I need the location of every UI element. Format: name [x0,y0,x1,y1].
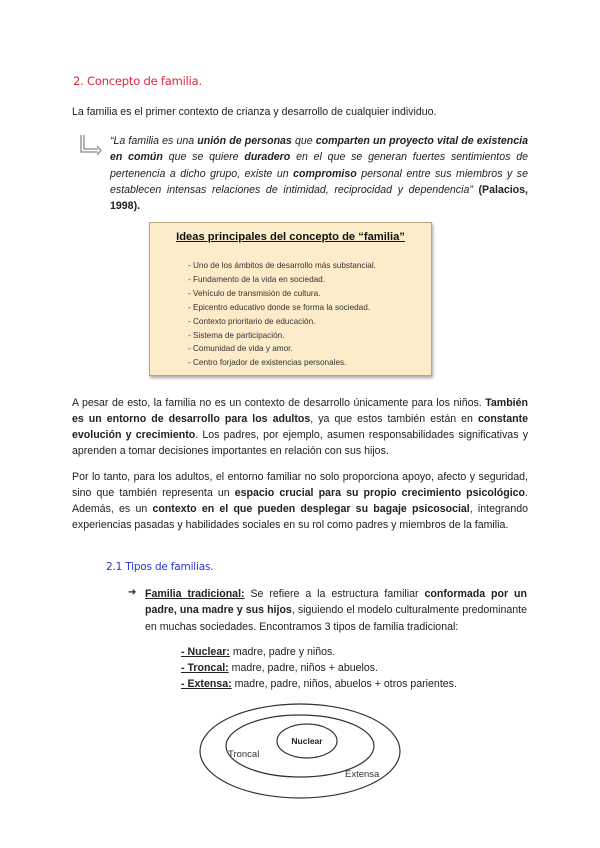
traditional-label: Familia tradicional: [145,588,245,600]
quote-bold: comparten un proyecto vital de existencia en común [110,135,528,164]
quote-citation: (Palacios, 1998). [110,183,528,213]
paragraph-text: , integrando experiencias pasadas y habilidades sociales en su rol como padres y miembros de la familia. [72,503,528,531]
paragraph-text: Por lo tanto, para los adultos, el entorno familiar no solo proporciona apoyo, afecto y seguridad, sino que también representa un [72,471,528,499]
ideas-box-title: Ideas principales del concepto de “familia” [176,231,405,243]
quote-text: que [291,135,316,147]
ideas-box [149,222,432,376]
paragraph-text: . Los padres, por ejemplo, asumen responsabilidades significativas y aprenden a tomar decisiones importantes en relación con sus hijos. [72,429,528,457]
type-desc: madre, padre y niños. [229,646,336,658]
quote-text: que se quiere [162,151,245,164]
paragraph-text: , ya que estos también están en [310,413,478,425]
traditional-family-paragraph [145,586,527,635]
type-extensa [181,676,457,692]
adults-paragraph [72,395,528,459]
quote-text: “La familia es una [110,135,198,147]
quote-text: personal entre sus miembros y se establecen intensas relaciones de intimidad, reciprocidad y dependencia” [110,167,528,196]
list-item: - Fundamento de la vida en sociedad. [188,274,326,284]
paragraph-text: A pesar de esto, la familia no es un contexto de desarrollo únicamente para los niños. [72,397,486,409]
extensa-label: Extensa [345,769,380,780]
nuclear-label: Nuclear [291,736,323,746]
type-troncal [181,660,378,676]
family-types-diagram [196,698,408,808]
type-label: - Troncal: [181,662,229,674]
paragraph-bold: espacio crucial para su propio crecimiento psicológico [234,487,526,499]
list-item: - Centro forjador de existencias personales. [188,358,347,368]
paragraph-text: Se refiere a la estructura familiar [244,588,425,600]
paragraph-bold: conformada por un padre, una madre y sus hijos [145,588,527,617]
ideas-list [188,259,376,370]
intro-paragraph: La familia es el primer contexto de crianza y desarrollo de cualquier individuo. [72,106,437,118]
troncal-label: Troncal [228,749,260,760]
type-label: - Nuclear: [181,646,230,658]
subsection-heading: 2.1 Tipos de familias. [106,561,214,573]
list-item: - Vehículo de transmisión de cultura. [188,288,321,298]
type-nuclear [181,644,335,660]
quote-bold: unión de personas [197,135,292,147]
list-item: - Sistema de participación. [188,330,285,340]
quote-arrow-icon [78,133,104,157]
conclusion-paragraph [72,469,528,533]
list-item: - Uno de los ámbitos de desarrollo más substancial. [188,261,376,270]
type-desc: madre, padre, niños + abuelos. [228,662,378,674]
type-label: - Extensa: [181,678,232,690]
paragraph-text: . Además, es un [72,487,528,515]
definition-quote [110,133,528,214]
quote-text: en el que se generan fuertes sentimientos de pertenencia a dicho grupo, existe un [110,151,528,180]
list-item: - Contexto prioritario de educación. [188,316,316,326]
section-heading: 2. Concepto de familia. [73,74,202,88]
list-item: - Comunidad de vida y amor. [188,344,293,354]
arrow-icon: ➔ [128,587,137,598]
list-item: - Epicentro educativo donde se forma la sociedad. [188,302,371,312]
paragraph-bold: constante evolución y crecimiento [72,413,528,441]
quote-bold: compromiso [293,167,357,180]
type-desc: madre, padre, niños, abuelos + otros parientes. [231,678,457,690]
paragraph-bold: contexto en el que pueden desplegar su bagaje psicosocial [152,503,470,515]
paragraph-text: , siguiendo el modelo culturalmente predominante en muchas sociedades. Encontramos 3 tipos de familia tradicional: [145,604,527,633]
quote-bold: duradero [244,151,291,164]
paragraph-bold: También es un entorno de desarrollo para los adultos [72,397,528,425]
